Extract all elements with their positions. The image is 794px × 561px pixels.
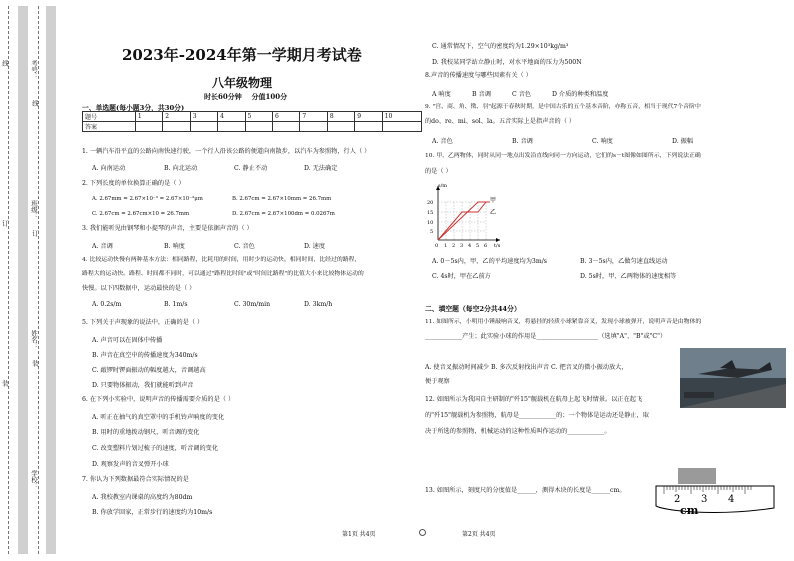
question-13: 13. 如图所示，刻度尺的分度值是______，测得木块的长度是______cm。 [425, 487, 626, 494]
table-cell: 7 [300, 112, 327, 122]
q1-option-c: C. 静止不动 [234, 165, 268, 172]
exam-meta: 时长60分钟 分值100分 [204, 92, 288, 101]
table-row [83, 112, 422, 122]
question-11-line2: ____________产生；此实验小球的作用是____________________（选填"A"、"B"或"C"） [425, 333, 667, 340]
question-12-line1: 12. 如图所示为我国自主研制的"歼15"舰载机在航母上起飞时情景。以正在起飞 [425, 396, 643, 403]
subject-title: 八年级物理 [212, 76, 273, 90]
y-tick-10: 10 [427, 220, 434, 226]
q8-option-c: C 音色 [512, 91, 532, 98]
q5-option-a: A. 声音可以在固体中传播 [92, 337, 163, 344]
question-5: 5. 下列关于声现象的说法中，正确的是（ ） [82, 319, 204, 326]
q3-option-d: D. 速度 [304, 243, 326, 250]
q9-option-a: A. 音色 [432, 138, 453, 145]
table-cell: 6 [272, 112, 299, 122]
answer-cell[interactable] [355, 122, 382, 132]
x-tick-5: 5 [476, 243, 480, 248]
y-tick-15: 15 [427, 210, 434, 216]
q2-option-b: B. 2.67cm = 2.67×10mm = 26.7mm [232, 196, 332, 202]
y-tick-20: 20 [427, 200, 434, 206]
ruler-tick-2: 2 [674, 494, 681, 505]
graph-gridlines [438, 202, 486, 240]
label-jia: 甲 [490, 197, 497, 204]
section-fill-in: 二、填空题（每空2分共44分） [425, 305, 521, 313]
wood-block [678, 468, 716, 484]
question-12-line2: 的"歼15"舰载机为参照物，航母是____________的；一个物体是运动还是静止，取 [425, 412, 649, 419]
x-tick-3: 3 [460, 243, 464, 248]
answer-cell[interactable] [382, 122, 421, 132]
question-12-line3: 决于所选的参照物，机械运动的这种性质叫作运动的____________。 [425, 428, 611, 435]
bind-word-xian: 线 [31, 100, 39, 107]
question-4-line1: 4. 比较运动快慢有两种基本方法：相同路程，比耗用的时间，用时少的运动快。相同时间，比经过的路程， [82, 257, 361, 263]
question-7: 7. 你认为下列数据最符合实际情况的是 [82, 476, 189, 483]
q8-option-a: A 响度 [432, 91, 451, 98]
page-number-left: 第1页 共4页 [342, 531, 376, 538]
page-title: 2023年-2024年第一学期月考试卷 [122, 46, 362, 64]
answer-cell[interactable] [135, 122, 162, 132]
q4-option-b: B. 1m/s [164, 301, 188, 308]
q5-option-d: D. 只要物体振动，我们就能听到声音 [92, 382, 194, 389]
answer-table [82, 111, 422, 132]
st-graph [424, 182, 504, 248]
q5-option-c: C. 敲锣时锣面振动的幅度越大，音调越高 [92, 367, 206, 374]
q8-option-d: D 介质的种类和温度 [552, 91, 609, 98]
binding-bar [18, 6, 28, 554]
bind-word-xian: 线 [1, 60, 9, 67]
x-tick-2: 2 [452, 243, 456, 248]
table-cell: 题号 [83, 112, 136, 122]
carrier-jet-photo [680, 348, 786, 408]
q4-option-c: C. 30m/min [234, 301, 271, 308]
q9-option-b: B. 音调 [512, 138, 533, 145]
q2-option-d: D. 2.67cm = 2.67×100dm = 0.0267m [232, 211, 335, 217]
answer-cell[interactable] [245, 122, 272, 132]
q10-option-d: D. 5s时，甲、乙两物体的速度相等 [580, 273, 677, 280]
x-tick-4: 4 [468, 243, 472, 248]
page-number-right: 第2页 共4页 [462, 531, 496, 538]
q10-option-b: B. 3－5s内，乙做匀速直线运动 [580, 258, 668, 265]
question-2: 2. 下列长度的单位换算正确的是（ ） [82, 180, 185, 187]
q1-option-d: D. 无法确定 [304, 165, 338, 172]
x-tick-1: 1 [444, 243, 448, 248]
q3-option-c: C. 音色 [234, 243, 255, 250]
class-label: 班级： [30, 200, 38, 220]
answer-cell[interactable] [163, 122, 190, 132]
q3-option-a: A. 音调 [92, 243, 113, 250]
question-6: 6. 在下列小实验中，说明声音的传播需要介质的是（ ） [82, 396, 235, 403]
x-axis-arrow [496, 238, 500, 242]
table-cell: 10 [382, 112, 421, 122]
table-cell: 4 [218, 112, 245, 122]
question-11-options-cont: 便于观察 [425, 378, 450, 385]
q10-option-a: A. 0－5s内，甲、乙的平均速度均为3m/s [432, 258, 547, 265]
q7-option-d: D. 我校某同学站立静止时，对水平地面的压力为500N [432, 59, 582, 66]
table-cell: 1 [135, 112, 162, 122]
ruler-figure [654, 466, 778, 520]
q7-option-a: A. 我校教室内课桌的高度约为80dm [92, 494, 193, 501]
q1-option-b: B. 向北运动 [164, 165, 198, 172]
y-axis-label: s/m [438, 183, 447, 189]
q6-option-b: B. 用时的重地拨动钢尺，听音调的变化 [92, 429, 200, 436]
bind-word-ding: 订 [31, 230, 39, 237]
q6-option-a: A. 听正在抽气的真空罩中的手机铃声响度的变化 [92, 414, 225, 421]
q2-option-c: C. 2.67cm = 2.67cm×10 = 26.7mm [92, 211, 190, 217]
question-10-line1: 10. 甲、乙两物体，同时从同一地点出发沿直线向同一方向运动，它们的s－t图像如图所示，下列说法正确 [425, 153, 701, 159]
x-tick-6: 6 [484, 243, 488, 248]
q9-option-c: C. 响度 [592, 138, 613, 145]
q1-option-a: A. 向南运动 [92, 165, 126, 172]
table-cell: 5 [245, 112, 272, 122]
answer-cell[interactable] [327, 122, 354, 132]
bind-word-ding: 订 [1, 220, 9, 227]
q7-option-b: B. 你放学回家，正常步行的速度约为10m/s [92, 509, 213, 516]
x-axis-label: t/s [494, 243, 501, 248]
question-9-line1: 9. "宫、商、角、徵、羽"起源于春秋时期，是中国古乐的五个基本音阶，亦称五音，相当于现代7个音阶中 [425, 104, 701, 110]
section-single-choice: 一、单选题(每小题3分，共30分) [82, 104, 185, 112]
q2-option-a: A. 2.67mm = 2.67×10⁻³ = 2.67×10⁻³μm [92, 196, 203, 202]
answer-cell[interactable] [218, 122, 245, 132]
exam-number-label: 考号： [30, 60, 38, 80]
q3-option-b: B. 响度 [164, 243, 185, 250]
binding-strip [0, 0, 58, 561]
q7-option-c: C. 通常情况下，空气的密度约为1.29×10³kg/m³ [432, 43, 569, 50]
q8-option-b: B 音调 [472, 91, 491, 98]
question-3: 3. 我们能听见由钢琴和小提琴的声音，主要是依据声音的（ ） [82, 225, 253, 232]
q4-option-d: D. 3km/h [304, 301, 333, 308]
table-cell: 9 [355, 112, 382, 122]
table-row [83, 122, 422, 132]
question-1: 1. 一辆汽车沿平直的公路向南快速行驶，一个行人沿该公路的便道向南散步，以汽车为参照物，行人（ ） [82, 148, 371, 155]
question-11-line1: 11. 如图所示，小明用小锤敲响音叉，将悬挂的轻质小球紧靠音叉，发现小球被弹开，说明声音是由物体的 [425, 319, 702, 325]
answer-cell[interactable] [190, 122, 217, 132]
table-cell: 2 [163, 112, 190, 122]
dashed-line [8, 6, 9, 554]
q6-option-c: C. 改变塑料片划过梳子的速度，听音调的变化 [92, 445, 219, 452]
question-10-line2: 的是（ ） [425, 168, 452, 175]
binding-bar [46, 6, 56, 554]
q4-option-a: A. 0.2s/m [92, 301, 122, 308]
table-cell: 8 [327, 112, 354, 122]
ruler-unit: cm [680, 504, 699, 517]
table-cell: 3 [190, 112, 217, 122]
bind-word-zhuang: 装 [1, 380, 9, 387]
bind-word-zhuang: 装 [31, 360, 39, 367]
label-yi: 乙 [490, 209, 497, 216]
x-tick-0: 0 [435, 243, 439, 248]
q5-option-b: B. 声音在真空中的传播速度为340m/s [92, 352, 198, 359]
q6-option-d: D. 观察发声的音叉弹开小球 [92, 461, 169, 468]
q10-option-c: C. 4s时，甲在乙前方 [432, 273, 491, 280]
answer-cell[interactable] [272, 122, 299, 132]
name-label: 姓名： [30, 330, 38, 350]
ruler-tick-4: 4 [728, 494, 735, 505]
question-9-line2: 的do、re、mi、sol、la。五音实际上是指声音的（ ） [425, 118, 576, 125]
line-jia [438, 202, 490, 240]
question-8: 8.声音的传播速度与哪些因素有关（ ） [425, 72, 532, 79]
ruler-tick-3: 3 [701, 494, 708, 505]
question-4-line3: 快慢。以下四数据中，运动最快的是（ ） [82, 285, 196, 292]
table-cell: 答案 [83, 122, 136, 132]
y-tick-5: 5 [430, 229, 434, 235]
question-11-options: A. 使音叉振动时间减少 B. 多次反射找出声音 C. 把音叉的微小振动放大， [425, 364, 628, 371]
answer-cell[interactable] [300, 122, 327, 132]
question-4-line2: 路程大的运动快。路程、时间都不同时，可以通过"路程比时间"或"时间比路程"的比值大小来比较物体运动的 [82, 271, 364, 277]
center-circle-icon [419, 529, 426, 536]
school-label: 学校： [30, 470, 38, 490]
q9-option-d: D. 振幅 [672, 138, 694, 145]
